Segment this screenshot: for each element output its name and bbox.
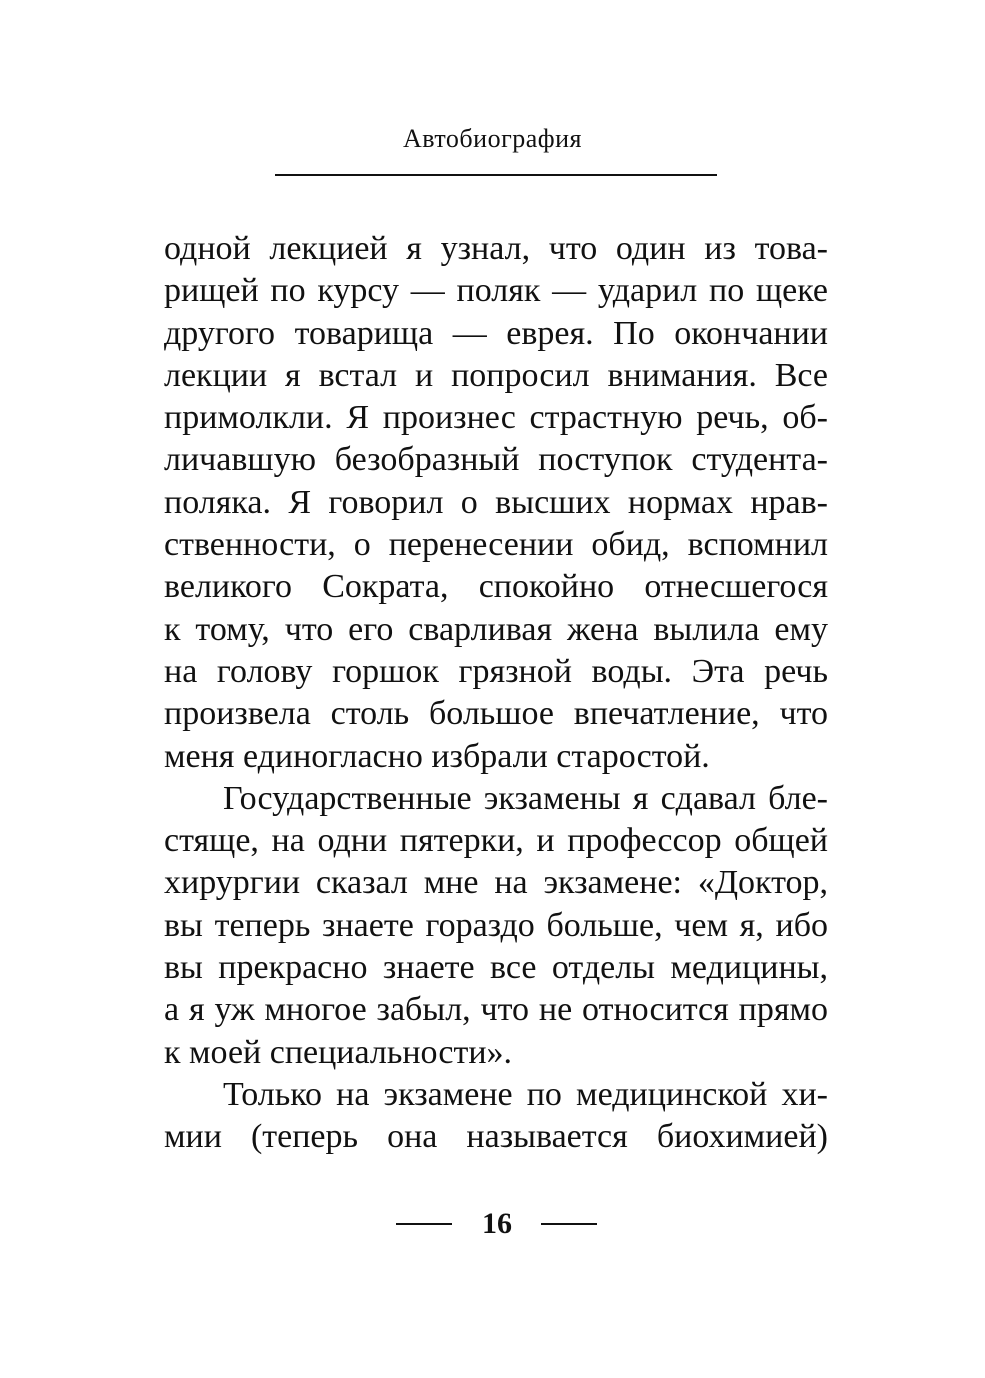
folio-rule-right [541,1223,597,1225]
body-text [164,228,828,1159]
page-footer [0,1204,985,1244]
text-line: Государственные экзамены я сдавал бле- [223,779,828,817]
text-line: Только на экзамене по медицинской хи- [223,1075,828,1113]
text-line: хирургии сказал мне на экзамене: «Доктор, [164,864,828,902]
text-line: вы теперь знаете гораздо больше, чем я, ибо [164,906,828,944]
text-line: личавшую безобразный поступок студента- [164,441,828,479]
text-line: к тому, что его сварливая жена вылила ему [164,610,828,648]
text-line: к моей специальности». [164,1033,513,1071]
text-line: а я уж многое забыл, что не относится прямо [164,991,828,1029]
text-line: стяще, на одни пятерки, и профессор общей [164,822,828,860]
text-line: мии (теперь она называется биохимией) [164,1118,828,1156]
text-line: лекции я встал и попросил внимания. Все [164,356,828,394]
text-line: одной лекцией я узнал, что один из това- [164,230,828,267]
header-rule [275,174,717,176]
text-line: великого Сократа, спокойно отнесшегося [164,568,828,606]
text-line: вы прекрасно знаете все отделы медицины, [164,949,828,987]
text-line: ственности, о перенесении обид, вспомнил [164,526,828,564]
running-head: Автобиография [403,124,582,153]
text-line: примолкли. Я произнес страстную речь, об- [164,399,828,437]
text-line: рищей по курсу — поляк — ударил по щеке [164,272,828,310]
text-line: другого товарища — еврея. По окончании [164,314,828,352]
text-line: поляка. Я говорил о высших нормах нрав- [164,483,828,521]
page-number: 16 [482,1207,512,1240]
text-line: меня единогласно избрали старостой. [164,737,710,775]
text-line: на голову горшок грязной воды. Эта речь [164,652,828,690]
folio-rule-left [396,1223,452,1225]
text-line: произвела столь большое впечатление, что [164,695,828,733]
